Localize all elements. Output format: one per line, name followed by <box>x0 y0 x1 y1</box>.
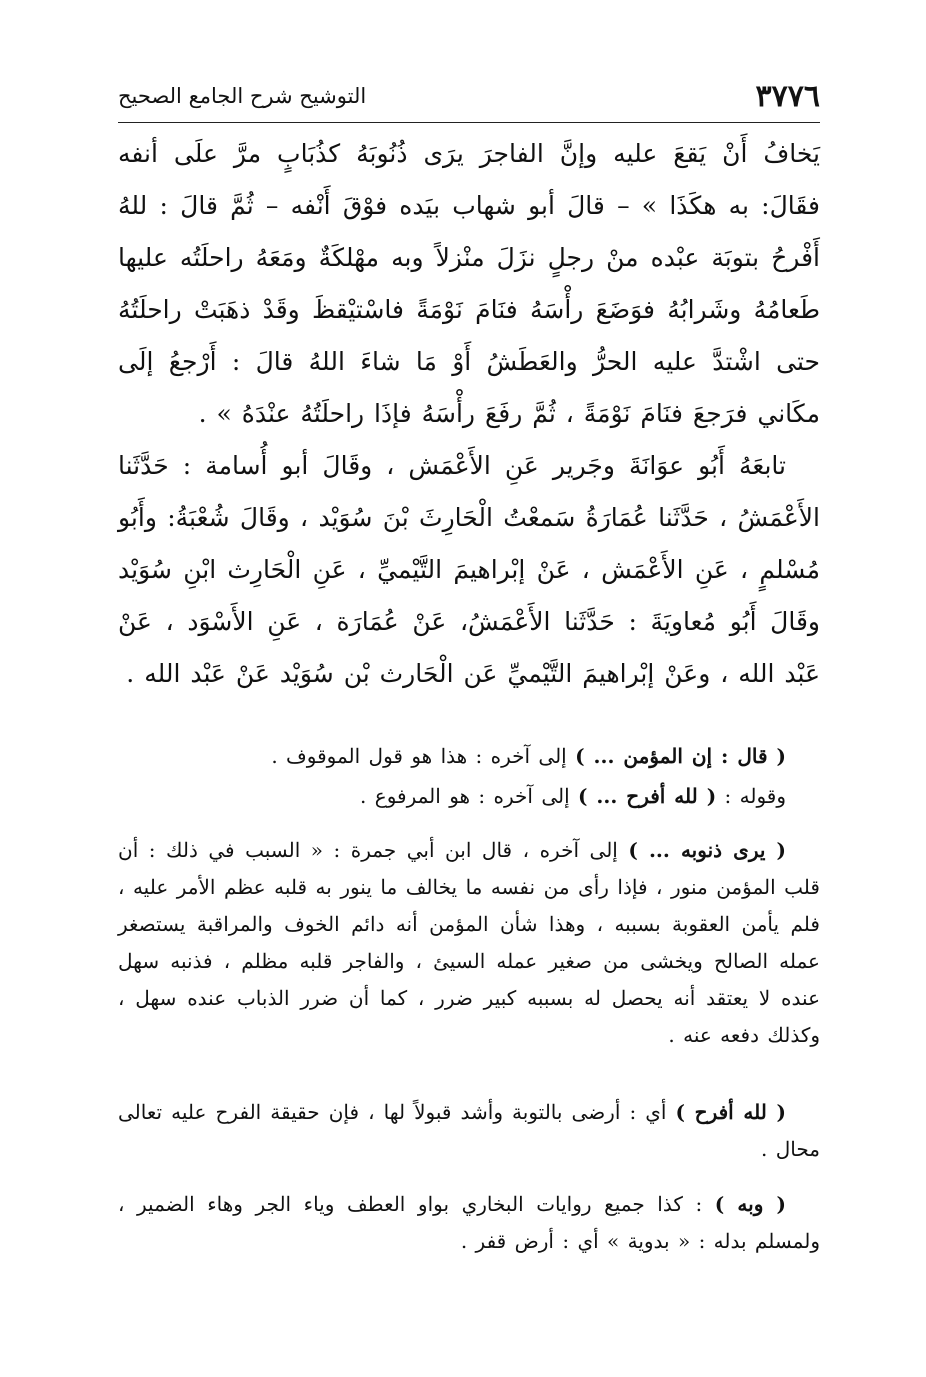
page-number: ٣٧٧٦ <box>755 78 820 114</box>
chain-of-narration-text: تابعَهُ أَبُو عوَانَةَ وجَرير عَنِ الأَعْمَش ، وقَالَ أبو أُسامة : حَدَّثَنا الأَعْمَشُ ، حَدَّثَنا عُمَارَةُ سَمعْتُ الْحَارِثَ بْنَ سُوَيْد ، وقَالَ شُعْبَةُ: وأَبُو مُسْلمٍ ، عَنِ الأَعْمَش ، عَنْ إبْراهيمَ التَّيْميِّ ، عَنِ الْحَارِث ابْنِ سُوَيْد وقَالَ أَبُو مُعاويَةَ : حَدَّثَنا الأَعْمَشُ، عَنْ عُمَارَة ، عَنِ الأَسْوَد ، عَنْ عَبْد الله ، وعَنْ إبْراهيمَ التَّيْميِّ عَن الْحَارث بْن سُوَيْد عَنْ عَبْد الله . <box>118 451 820 688</box>
commentary-paragraph <box>118 738 820 775</box>
commentary-text: : كذا جميع روايات البخاري بواو العطف وياء الجر وهاء الضمير ، ولمسلم بدله : « بدوية » أي : أرض قفر . <box>118 1192 820 1253</box>
commentary-lemma: ( لله أفرح ... ) <box>578 784 717 808</box>
commentary-paragraph <box>118 778 820 815</box>
page-header <box>118 74 820 118</box>
commentary-text: إلى آخره : هذا هو قول الموقوف . <box>271 744 576 768</box>
commentary-lemma: ( لله أفرح ) <box>675 1100 786 1124</box>
commentary-prefix: وقوله : <box>716 784 786 808</box>
commentary-paragraph <box>118 1094 820 1168</box>
commentary-paragraph <box>118 832 820 1054</box>
commentary-text: أي : أرضى بالتوبة وأشد قبولاً لها ، فإن حقيقة الفرح عليه تعالى محال . <box>118 1100 820 1161</box>
commentary-lemma: ( وبه ) <box>714 1192 786 1216</box>
commentary-paragraph <box>118 1186 820 1260</box>
commentary-lemma: ( قال : إن المؤمن ... ) <box>575 744 786 768</box>
commentary-text: إلى آخره : هو المرفوع . <box>360 784 578 808</box>
header-divider <box>118 122 820 123</box>
commentary-lemma: ( يرى ذنوبه ... ) <box>628 838 787 862</box>
commentary-text: إلى آخره ، قال ابن أبي جمرة : « السبب في ذلك : أن قلب المؤمن منور ، فإذا رأى من نفسه ما يخالف ما ينور به قلبه عظم الأمر عليه ، فلم يأمن العقوبة بسببه ، وهذا شأن المؤمن أنه دائم الخوف والمراقبة يستصغر عمله الصالح ويخشى من صغير عمله السيئ ، والفاجر قلبه مظلم ، فذنبه سهل عنده لا يعتقد أنه يحصل له بسببه كبير ضرر ، كما أن ضرر الذباب عنده سهل ، وكذلك دفعه عنه . <box>118 838 820 1047</box>
main-hadith-text: يَخافُ أَنْ يَقعَ عليه وإنَّ الفاجرَ يرَى ذُنُوبَهُ كذُبَابٍ مرَّ علَى أنفه فقَالَ: به هكَذَا » – قالَ أبو شهاب بيَده فوْقَ أَنْفه – ثُمَّ قالَ : للهُ أَفْرحُ بتوبَة عبْده منْ رجلٍ نزَلَ منْزلاً وبه مهْلكَةٌ ومَعَهُ راحلَتُه عليها طَعامُهُ وشَرابُهُ فوَضَعَ رأْسَهُ فنَامَ نَوْمَةً فاسْتيْقظَ وقَدْ ذهَبَتْ راحلَتُهُ حتى اشْتدَّ عليه الحرُّ والعَطَشُ أَوْ مَا شاءَ اللهُ قالَ : أَرْجعُ إلَى مكَاني فرَجعَ فنَامَ نَوْمَةً ، ثُمَّ رفَعَ رأْسَهُ فإذَا راحلَتُهُ عنْدَهُ » . <box>118 139 820 428</box>
running-title: التوشيح شرح الجامع الصحيح <box>118 84 367 108</box>
